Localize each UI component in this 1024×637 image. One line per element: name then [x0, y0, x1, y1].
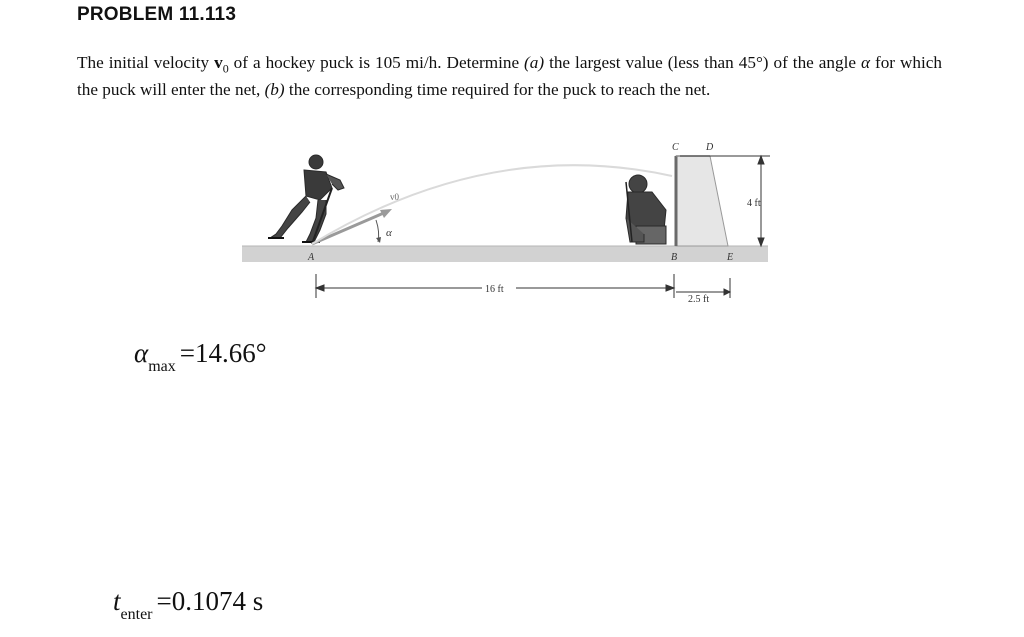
hockey-figure: [240, 138, 770, 308]
dim-4ft: 4 ft: [747, 198, 761, 209]
part-b-label: (b): [264, 80, 285, 100]
alpha-symbol: α: [134, 338, 149, 368]
answer-t-enter: [113, 586, 263, 624]
label-C: C: [672, 142, 679, 153]
t-value: =0.1074 s: [156, 586, 264, 616]
goalie: [626, 175, 666, 244]
statement-text: the largest value (less than 45°) of the angle: [544, 53, 861, 72]
v0-subscript: 0: [222, 61, 229, 76]
velocity-arrowhead: [380, 209, 392, 218]
statement-text: the corresponding time required for the puck to reach the net.: [284, 80, 711, 100]
label-B: B: [671, 252, 678, 263]
problem-statement: [77, 52, 942, 101]
statement-text: The initial velocity: [77, 53, 215, 72]
label-alpha: α: [386, 227, 392, 239]
alpha-value: =14.66°: [179, 338, 267, 368]
alpha-subscript: max: [148, 358, 176, 375]
v0-symbol: v: [214, 53, 223, 72]
t-subscript: enter: [120, 606, 153, 623]
statement-text: of a hockey puck is 105 mi/h. Determine: [228, 53, 525, 72]
hockey-net: [676, 156, 728, 246]
answer-alpha-max: [134, 338, 267, 376]
ice-surface: [242, 246, 768, 262]
dim-2-5ft: 2.5 ft: [688, 294, 710, 305]
puck-trajectory: [312, 165, 672, 244]
hockey-player: [268, 155, 344, 244]
alpha-symbol: α: [860, 53, 870, 72]
label-v0: v0: [390, 192, 399, 202]
label-D: D: [706, 142, 714, 153]
statement-text: for which the puck will enter the net,: [77, 53, 942, 100]
problem-title: PROBLEM 11.113: [77, 4, 237, 25]
part-a-label: (a): [524, 53, 545, 72]
angle-arrowhead: [376, 237, 381, 243]
label-A: A: [308, 252, 315, 263]
t-symbol: t: [113, 586, 121, 616]
label-E: E: [727, 252, 734, 263]
dim-16ft: 16 ft: [485, 284, 504, 295]
